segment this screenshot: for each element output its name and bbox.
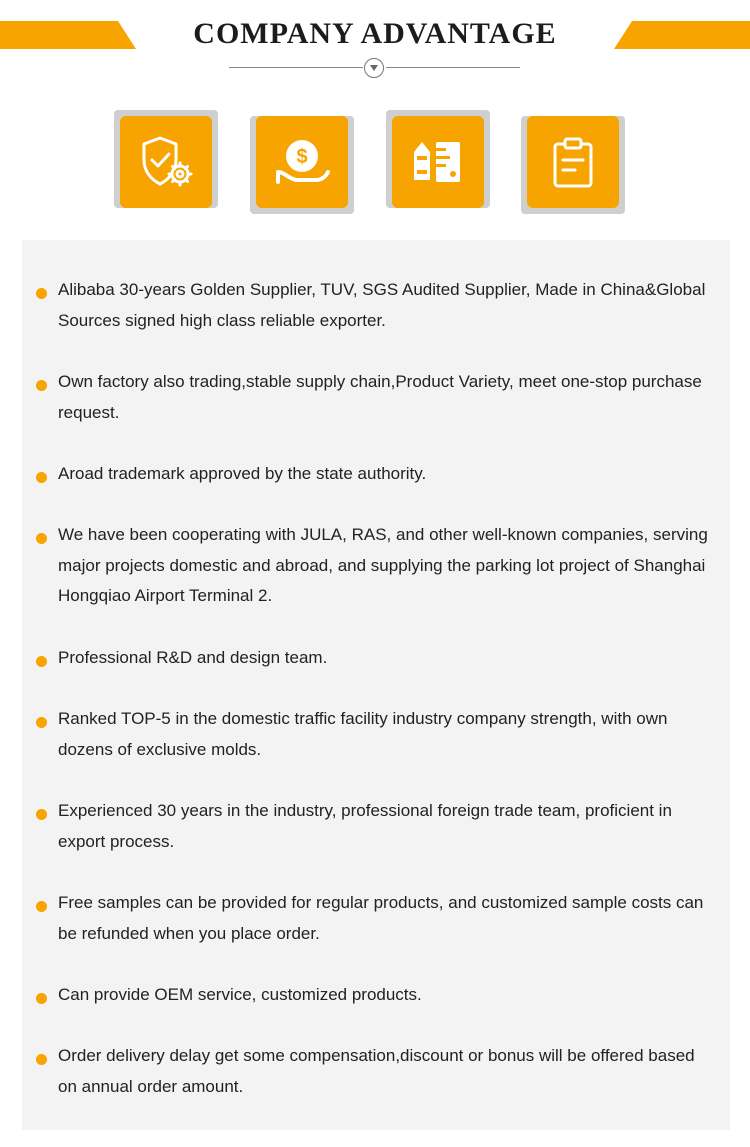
pencil-ruler-icon [392,116,484,208]
advantage-text: Order delivery delay get some compensation,discount or bonus will be offered based on annual order amount. [58,1046,695,1096]
advantage-text: Own factory also trading,stable supply chain,Product Variety, meet one-stop purchase request. [58,372,702,422]
bullet-dot [36,472,47,483]
advantage-text: We have been cooperating with JULA, RAS, and other well-known companies, serving major projects domestic and abroad, and supplying the parking lot project of Shanghai Hongqiao Airport Terminal 2. [58,525,708,605]
feature-tile-quality [114,110,218,214]
bullet-dot [36,809,47,820]
svg-text:$: $ [296,146,308,168]
advantage-text: Alibaba 30-years Golden Supplier, TUV, SGS Audited Supplier, Made in China&Global Sources signed high class reliable exporter. [58,280,706,330]
advantage-text: Ranked TOP-5 in the domestic traffic facility industry company strength, with own dozens of exclusive molds. [58,709,668,759]
advantage-text: Professional R&D and design team. [58,648,328,667]
advantages-panel [22,240,730,1130]
dollar-hand-icon [256,116,348,208]
bullet-dot [36,901,47,912]
advantage-text: Can provide OEM service, customized products. [58,985,422,1004]
chevron-down-icon [364,58,384,78]
page-title: COMPANY ADVANTAGE [193,17,557,50]
feature-tile-service [521,110,625,214]
bullet-dot [36,1054,47,1065]
clipboard-icon [527,116,619,208]
feature-tile-design [386,110,490,214]
shield-check-gear-icon [120,116,212,208]
bullet-dot [36,380,47,391]
title-divider-left [229,67,363,68]
bullet-dot [36,533,47,544]
bullet-dot [36,717,47,728]
advantage-text: Aroad trademark approved by the state authority. [58,464,427,483]
feature-tile-price [250,110,354,214]
bullet-dot [36,993,47,1004]
title-divider-right [386,67,520,68]
advantage-text: Experienced 30 years in the industry, professional foreign trade team, proficient in export process. [58,801,672,851]
advantage-text: Free samples can be provided for regular products, and customized sample costs can be refunded when you place order. [58,893,704,943]
bullet-dot [36,288,47,299]
bullet-dot [36,656,47,667]
